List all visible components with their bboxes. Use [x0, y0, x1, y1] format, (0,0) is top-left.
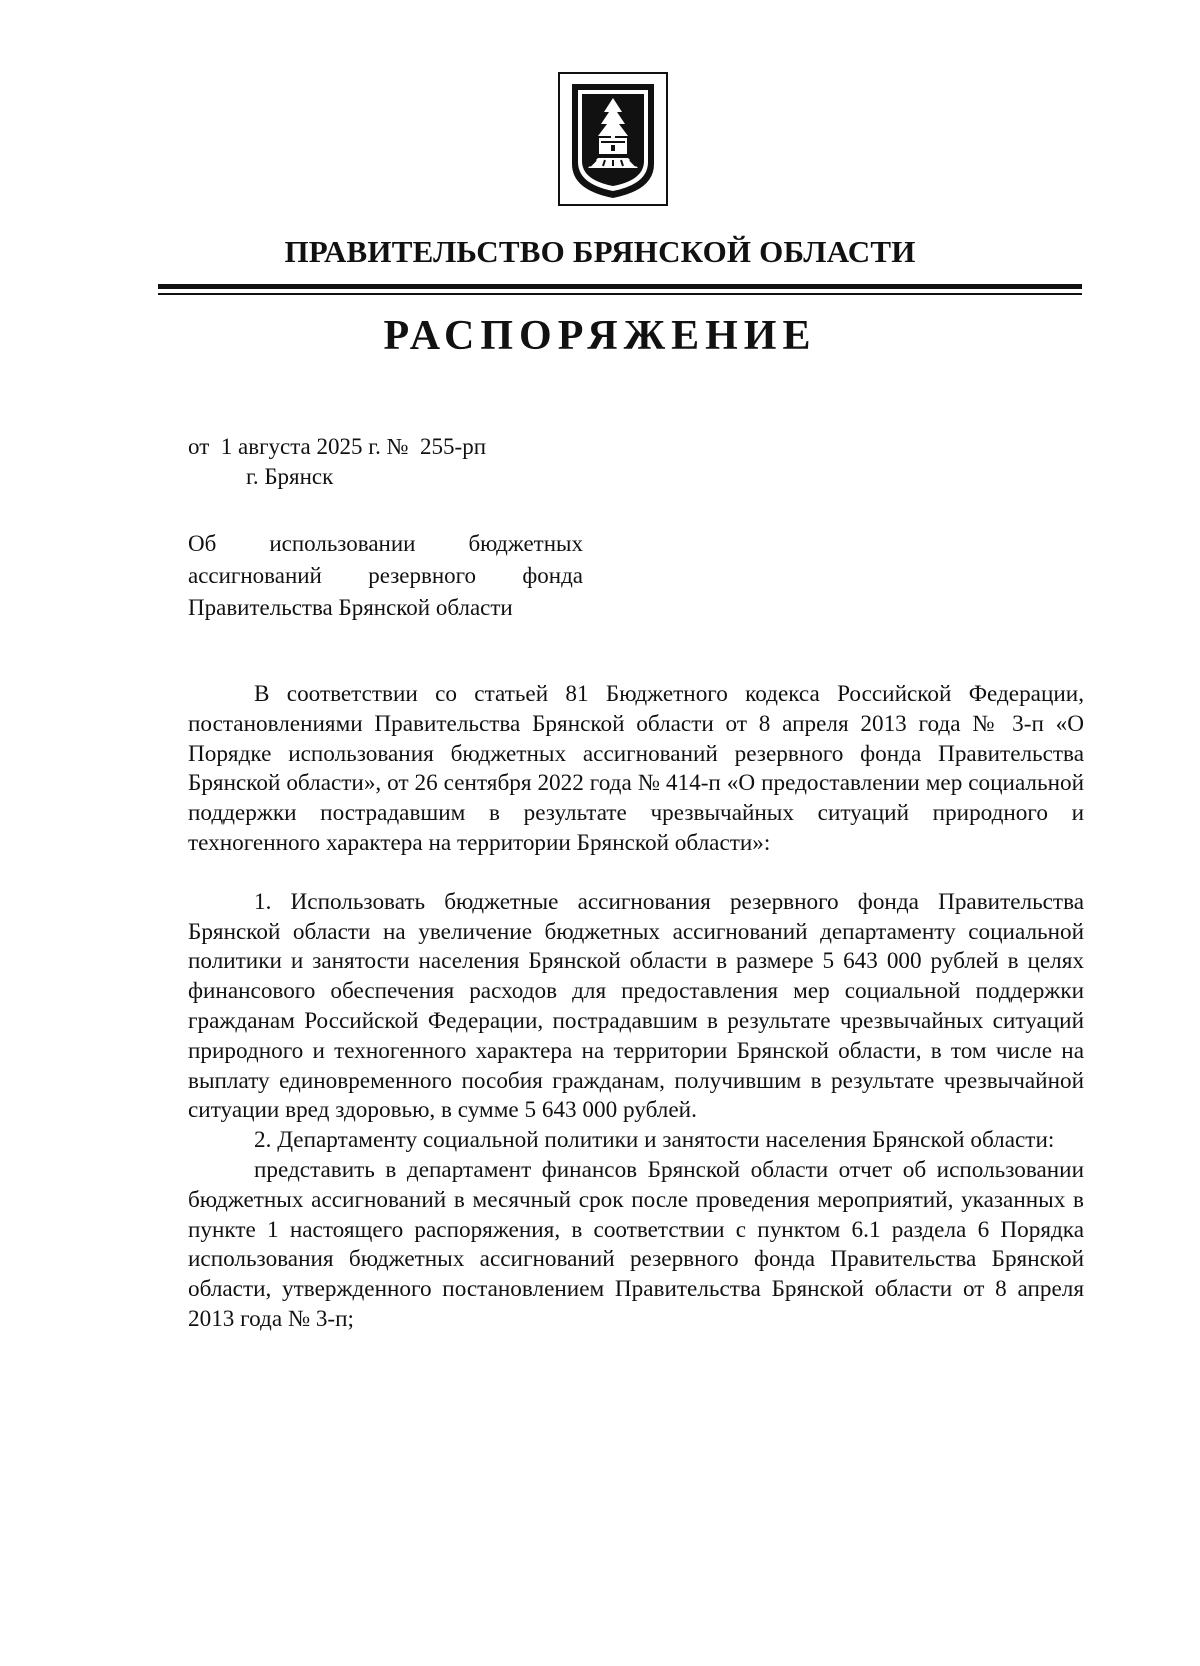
- subject-line: Правительства Брянской области: [188, 595, 513, 620]
- preamble-paragraph: В соответствии со статьей 81 Бюджетного кодекса Российской Федерации, постановлениями Правительства Брянской области от 8 апреля 2013 года № 3-п «О Порядке использования бюджетных ассигнований резервного фонда Правительства Брянской области», от 26 сентября 2022 года № 414-п «О предоставлении мер социальной поддержки пострадавшим в результате чрезвычайных ситуаций природного и техногенного характера на территории Брянской области»:: [188, 681, 1084, 856]
- coat-of-arms-emblem: [558, 72, 668, 206]
- header-divider-thin: [158, 293, 1082, 295]
- item-2-text-paragraph: представить в департамент финансов Брянской области отчет об использовании бюджетных ассигнований в месячный срок после проведения мероприятий, указанных в пункте 1 настоящего распоряжения, в соответствии с пунктом 6.1 раздела 6 Порядка использования бюджетных ассигнований резервного фонда Правительства Брянской области, утвержденного постановлением Правительства Брянской области от 8 апреля 2013 года № 3-п;: [188, 1156, 1084, 1332]
- document-type-title: РАСПОРЯЖЕНИЕ: [383, 313, 817, 359]
- subject-line: Об использовании бюджетных: [188, 531, 583, 556]
- document-body: [188, 680, 1084, 1335]
- header-divider-thick: [158, 284, 1082, 289]
- document-meta: [188, 432, 748, 492]
- organization-title: ПРАВИТЕЛЬСТВО БРЯНСКОЙ ОБЛАСТИ: [284, 234, 916, 269]
- date-number: от 1 августа 2025 г. № 255-рп: [188, 434, 487, 459]
- subject-line: ассигнований резервного фонда: [188, 563, 583, 588]
- city: г. Брянск: [246, 464, 334, 489]
- item-1-paragraph: 1. Использовать бюджетные ассигнования резервного фонда Правительства Брянской области на увеличение бюджетных ассигнований департаменту социальной политики и занятости населения Брянской области в размере 5 643 000 рублей в целях финансового обеспечения расходов для предоставления мер социальной поддержки гражданам Российской Федерации, пострадавшим в результате чрезвычайных ситуаций природного и техногенного характера на территории Брянской области, в том числе на выплату единовременного пособия гражданам, получившим в результате чрезвычайной ситуации вред здоровью, в сумме 5 643 000 рублей.: [188, 888, 1084, 1124]
- item-2-paragraph: 2. Департаменту социальной политики и занятости населения Брянской области:: [254, 1127, 1055, 1154]
- document-subject: [188, 528, 583, 624]
